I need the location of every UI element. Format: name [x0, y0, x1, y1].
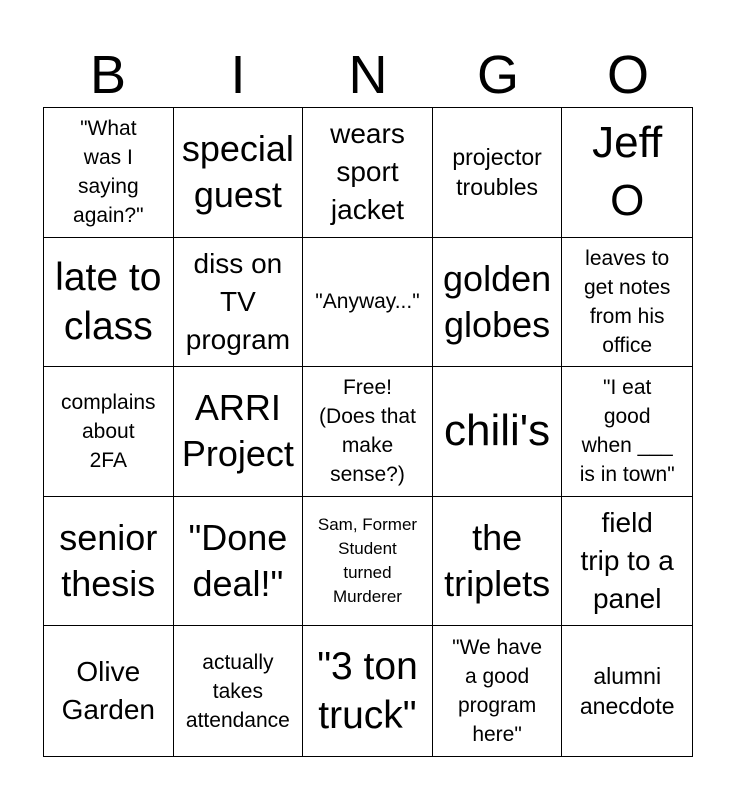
header-letter-n: N	[348, 45, 388, 105]
bingo-cell[interactable]: leaves to get notes from his office	[562, 238, 692, 368]
bingo-cell[interactable]: senior thesis	[44, 497, 174, 627]
bingo-cell[interactable]: actually takes attendance	[174, 626, 304, 756]
bingo-cell[interactable]: the triplets	[433, 497, 563, 627]
bingo-cell[interactable]: chili's	[433, 367, 563, 497]
bingo-cell[interactable]: late to class	[44, 238, 174, 368]
bingo-cell[interactable]: projector troubles	[433, 108, 563, 238]
bingo-cell[interactable]: alumni anecdote	[579, 663, 675, 720]
bingo-cell[interactable]: Olive Garden	[44, 626, 174, 756]
bingo-cell[interactable]: ARRI Project	[174, 367, 304, 497]
header-letter-o: O	[606, 45, 649, 105]
bingo-cell[interactable]: wears sport jacket	[303, 108, 433, 238]
bingo-cell[interactable]: complains about 2FA	[44, 367, 174, 497]
header-letter-g: G	[476, 45, 519, 105]
bingo-cell[interactable]: "What was I saying again?"	[44, 108, 174, 238]
bingo-cell[interactable]: "Done deal!"	[174, 497, 304, 627]
header-letter-i: I	[230, 45, 246, 105]
header-letter-b: B	[89, 45, 127, 105]
bingo-cell[interactable]: Sam, Former Student turned Murderer	[303, 497, 433, 627]
bingo-cell[interactable]: field trip to a panel	[562, 497, 692, 627]
bingo-board	[43, 107, 693, 757]
bingo-cell[interactable]: Jeff O	[562, 108, 692, 238]
bingo-cell[interactable]: diss on TV program	[174, 238, 304, 368]
bingo-cell[interactable]: "We have a good program here"	[433, 626, 563, 756]
bingo-cell[interactable]: "3 ton truck"	[303, 626, 433, 756]
bingo-cell[interactable]: special guest	[174, 108, 304, 238]
bingo-header	[43, 42, 693, 108]
bingo-cell[interactable]: "I eat good when ___ is in town"	[562, 367, 692, 497]
bingo-cell[interactable]: "Anyway..."	[303, 238, 433, 368]
bingo-cell[interactable]: golden globes	[433, 238, 563, 368]
bingo-cell[interactable]: Free! (Does that make sense?)	[303, 367, 433, 497]
